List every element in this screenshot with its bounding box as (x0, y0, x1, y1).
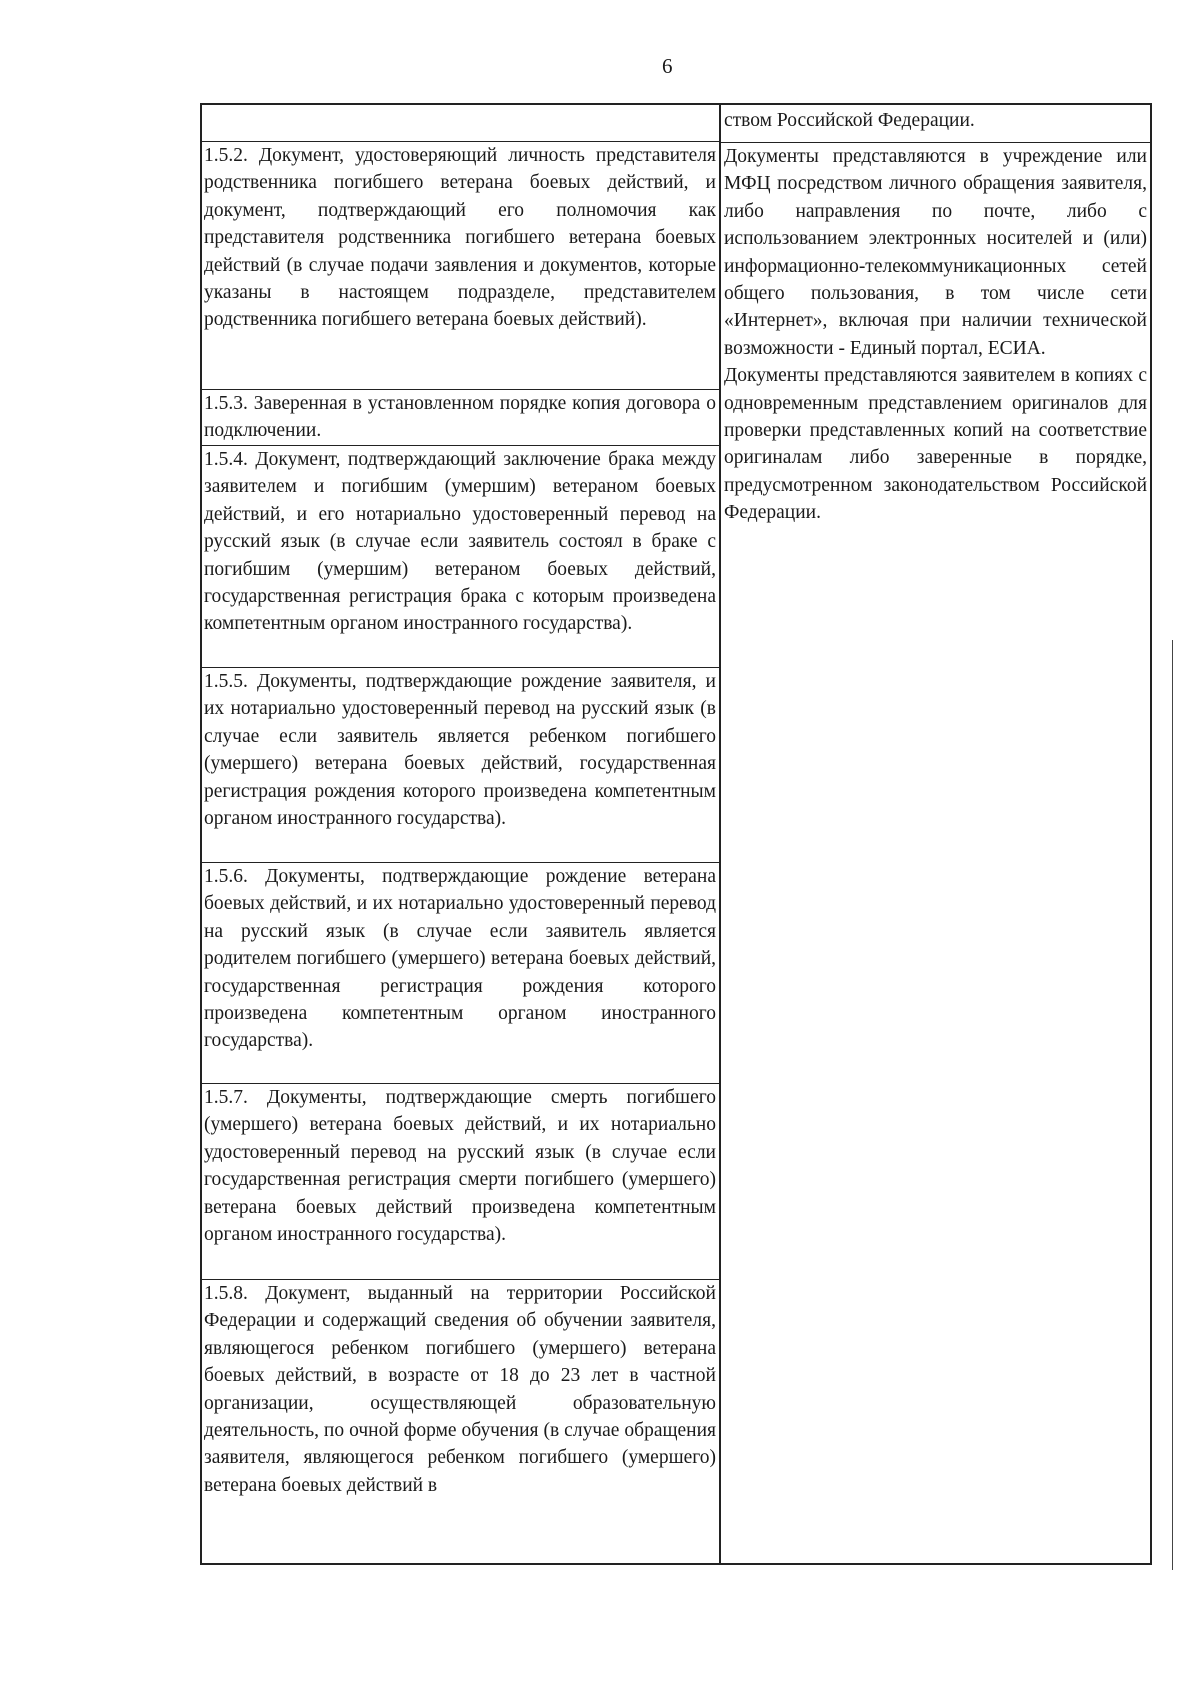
table-cell-1-5-5: 1.5.5. Документы, подтверждающие рождение заявителя, и их нотариально удостоверенный перевод на русский язык (в случае если заявитель является ребенком погибшего (умершего) ветерана боевых действий, государственная регистрация рождения которого произведена компетентным органом иностранного государства). (202, 667, 720, 862)
scan-edge-line (1172, 640, 1173, 1570)
table-cell-1-5-2: 1.5.2. Документ, удостоверяющий личность представителя родственника погибшего ветерана боевых действий, и документ, подтверждающий его полномочия как представителя родственника погибшего ветерана боевых действий (в случае подачи заявления и документов, которые указаны в настоящем подразделе, представителем родственника погибшего ветерана боевых действий). (202, 141, 720, 389)
table-cell-1-5-7: 1.5.7. Документы, подтверждающие смерть погибшего (умершего) ветерана боевых действий, и их нотариально удостоверенный перевод на русский язык (в случае если государственная регистрация смерти погибшего (умершего) ветерана боевых действий произведена компетентным органом иностранного государства). (202, 1083, 720, 1279)
table-cell-1-5-3: 1.5.3. Заверенная в установленном порядке копия договора о подключении. (202, 389, 720, 445)
paragraph-submission-method: Документы представляются в учреждение или МФЦ посредством личного обращения заявителя, либо направления по почте, либо с использованием электронных носителей и (или) информационно-телекоммуникационных сетей общего пользования, в том числе сети «Интернет», включая при наличии технической возможности - Единый портал, ЕСИА. (724, 146, 1147, 359)
table-cell-1-5-8: 1.5.8. Документ, выданный на территории Российской Федерации и содержащий сведения об обучении заявителя, являющегося ребенком погибшего (умершего) ветерана боевых действий, в возрасте от 18 до 23 лет в частной организации, осуществляющей образовательную деятельность, по очной форме обучения (в случае обращения заявителя, являющегося ребенком погибшего (умершего) ветерана боевых действий в (202, 1279, 720, 1563)
right-cell-submission-rules (721, 143, 1150, 527)
paragraph-copies-requirement: Документы представляются заявителем в копиях с одновременным представлением оригиналов для проверки представленных копий на соответствие оригиналам либо заверенные в порядке, предусмотренном законодательством Российской Федерации. (724, 365, 1147, 524)
table-cell-1-5-4: 1.5.4. Документ, подтверждающий заключение брака между заявителем и погибшим (умершим) ветераном боевых действий, и его нотариально удостоверенный перевод на русский язык (в случае если заявитель состоял в браке с погибшим (умершим) ветераном боевых действий, государственная регистрация брака с которым произведена компетентным органом иностранного государства). (202, 445, 720, 667)
requirements-table (200, 103, 1152, 1565)
table-cell-1-5-6: 1.5.6. Документы, подтверждающие рождение ветерана боевых действий, и их нотариально удостоверенный перевод на русский язык (в случае если заявитель является родителем погибшего (умершего) ветерана боевых действий, государственная регистрация рождения которого произведена компетентным органом иностранного государства). (202, 862, 720, 1083)
right-header-text: ством Российской Федерации. (721, 107, 1150, 143)
page-number: 6 (662, 54, 673, 78)
